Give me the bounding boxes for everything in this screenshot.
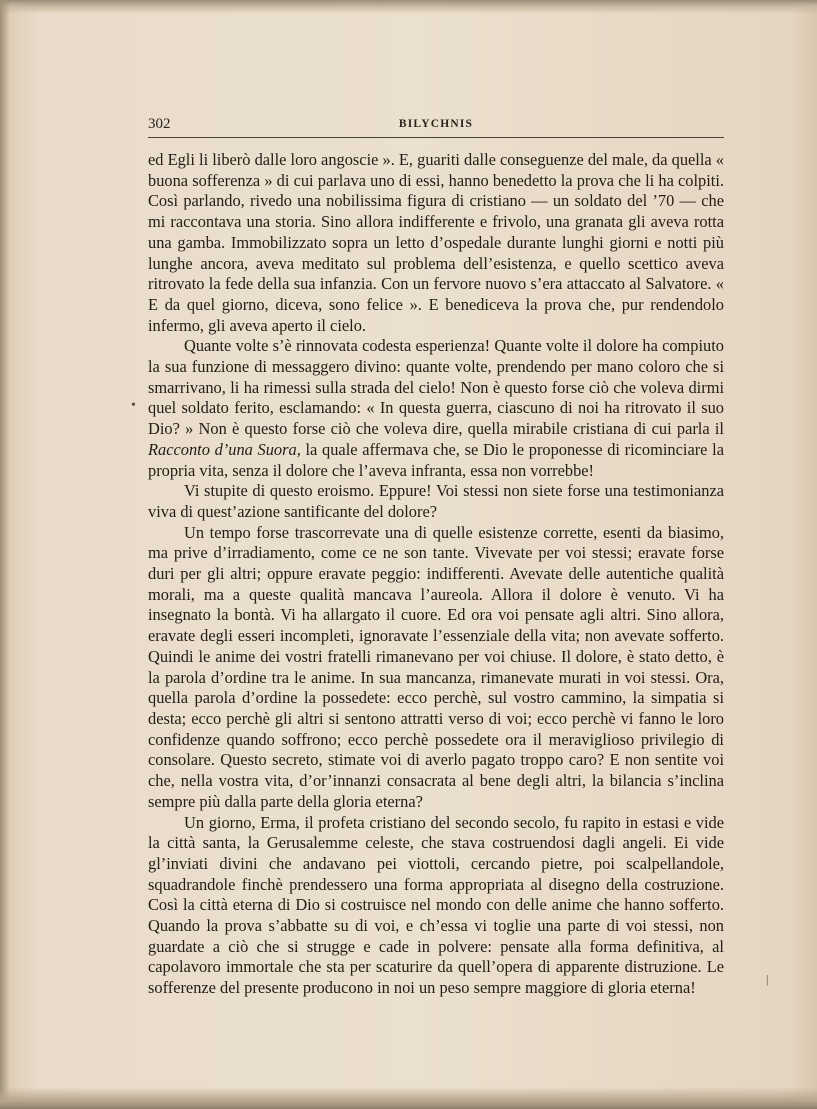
paragraph-2-text-b: la quale affermava che, se Dio le proponesse di ricominciare la propria vita, senza il dolore che l’aveva infranta, essa non vorrebbe!	[148, 439, 724, 480]
page-top-edge	[0, 0, 817, 14]
paragraph-5: Un giorno, Erma, il profeta cristiano del secondo secolo, fu rapito in estasi e vide la città santa, la Gerusalemme celeste, che stava costruendosi dagli angeli. Ei vide gl’inviati divini che andavano pei viottoli, cercando pietre, poi scalpellandole, squadrandole finchè prendessero una forma appropriata al disegno della costruzione. Così la città eterna di Dio si costruisce nel mondo con delle anime che hanno sofferto. Quando la prova s’abbatte su di voi, e ch’essa vi toglie una parte di voi stessi, non guardate a ciò che si strugge e cade in polvere: pensate alla forma definitiva, al capolavoro immortale che sta per scaturire da quell’opera di apparente distruzione. Le sofferenze del presente producono in noi un peso sempre maggiore di gloria eterna!	[148, 812, 724, 998]
page-number: 302	[148, 116, 171, 132]
body-text	[148, 150, 724, 999]
header-rule	[148, 137, 724, 138]
margin-tick-mark: |	[766, 972, 769, 986]
running-title: BILYCHNIS	[398, 118, 474, 130]
page-header	[148, 116, 724, 138]
paragraph-1: ed Egli li liberò dalle loro angoscie ». E, guariti dalle conseguenze del male, da quella « buona sofferenza » di cui parlava uno di essi, hanno benedetto la prova che li ha colpiti. Così parlando, rivedo una nobilissima figura di cristiano — un soldato del ’70 — che mi raccontava una storia. Sino allora indifferente e frivolo, una granata gli aveva rotta una gamba. Immobilizzato sopra un letto d’ospedale durante lunghi giorni e notti più lunghe ancora, aveva meditato sul problema dell’esistenza, e quello scettico aveva ritrovato la fede della sua infanzia. Con un fervore nuovo s’era attaccato al Salvatore. « E da quel giorno, diceva, sono felice ». E benediceva la prova che, pur rendendolo infermo, gli aveva aperto il cielo.	[148, 150, 724, 335]
book-title-italic: Racconto d’una Suora,	[148, 439, 301, 459]
page-left-edge	[0, 0, 10, 1109]
paragraph-2	[148, 336, 724, 481]
margin-dot-mark: •	[131, 398, 136, 413]
paragraph-4: Un tempo forse trascorrevate una di quelle esistenze corrette, esenti da biasimo, ma prive d’irradiamento, come ce ne son tante. Vivevate per voi stessi; eravate forse duri per gli altri; oppure eravate peggio: indifferenti. Avevate delle autentiche qualità morali, ma a queste qualità mancava l’aureola. Allora il dolore è venuto. Vi ha insegnato la bontà. Vi ha allargato il cuore. Ed ora voi pensate agli altri. Sino allora, eravate degli esseri incompleti, ignoravate l’essenziale della vita; non avevate sofferto. Quindi le anime dei vostri fratelli rimanevano per voi chiuse. Il dolore, è stato detto, è la parola d’ordine tra le anime. In sua mancanza, rimanevate murati in voi stessi. Ora, quella parola d’ordine la possedete: ecco perchè, sul vostro cammino, la simpatia si desta; ecco perchè gli altri si sentono attratti verso di voi; ecco perchè vi fanno le loro confidenze quando soffrono; ecco perchè possedete ora il meraviglioso privilegio di consolare. Questo secreto, stimate voi di averlo pagato troppo caro? E non sentite voi che, nella vostra vita, d’or’innanzi consacrata al bene degli altri, la bilancia s’inclina sempre più dalla parte della gloria eterna?	[148, 522, 724, 811]
paragraph-3: Vi stupite di questo eroismo. Eppure! Voi stessi non siete forse una testimonianza viva di quest’azione santificante del dolore?	[148, 481, 724, 521]
paragraph-2-text-a: Quante volte s’è rinnovata codesta esperienza! Quante volte il dolore ha compiuto la sua funzione di messaggero divino: quante volte, prendendo per mano coloro che si smarrivano, li ha rimessi sulla strada del cielo! Non è questo forse ciò che voleva dirmi quel soldato ferito, esclamando: « In questa guerra, ciascuno di noi ha ritrovato il suo Dio? » Non è questo forse ciò che voleva dire, quella mirabile cristiana di cui parla il	[148, 336, 724, 439]
page-bottom-edge	[0, 1087, 817, 1109]
